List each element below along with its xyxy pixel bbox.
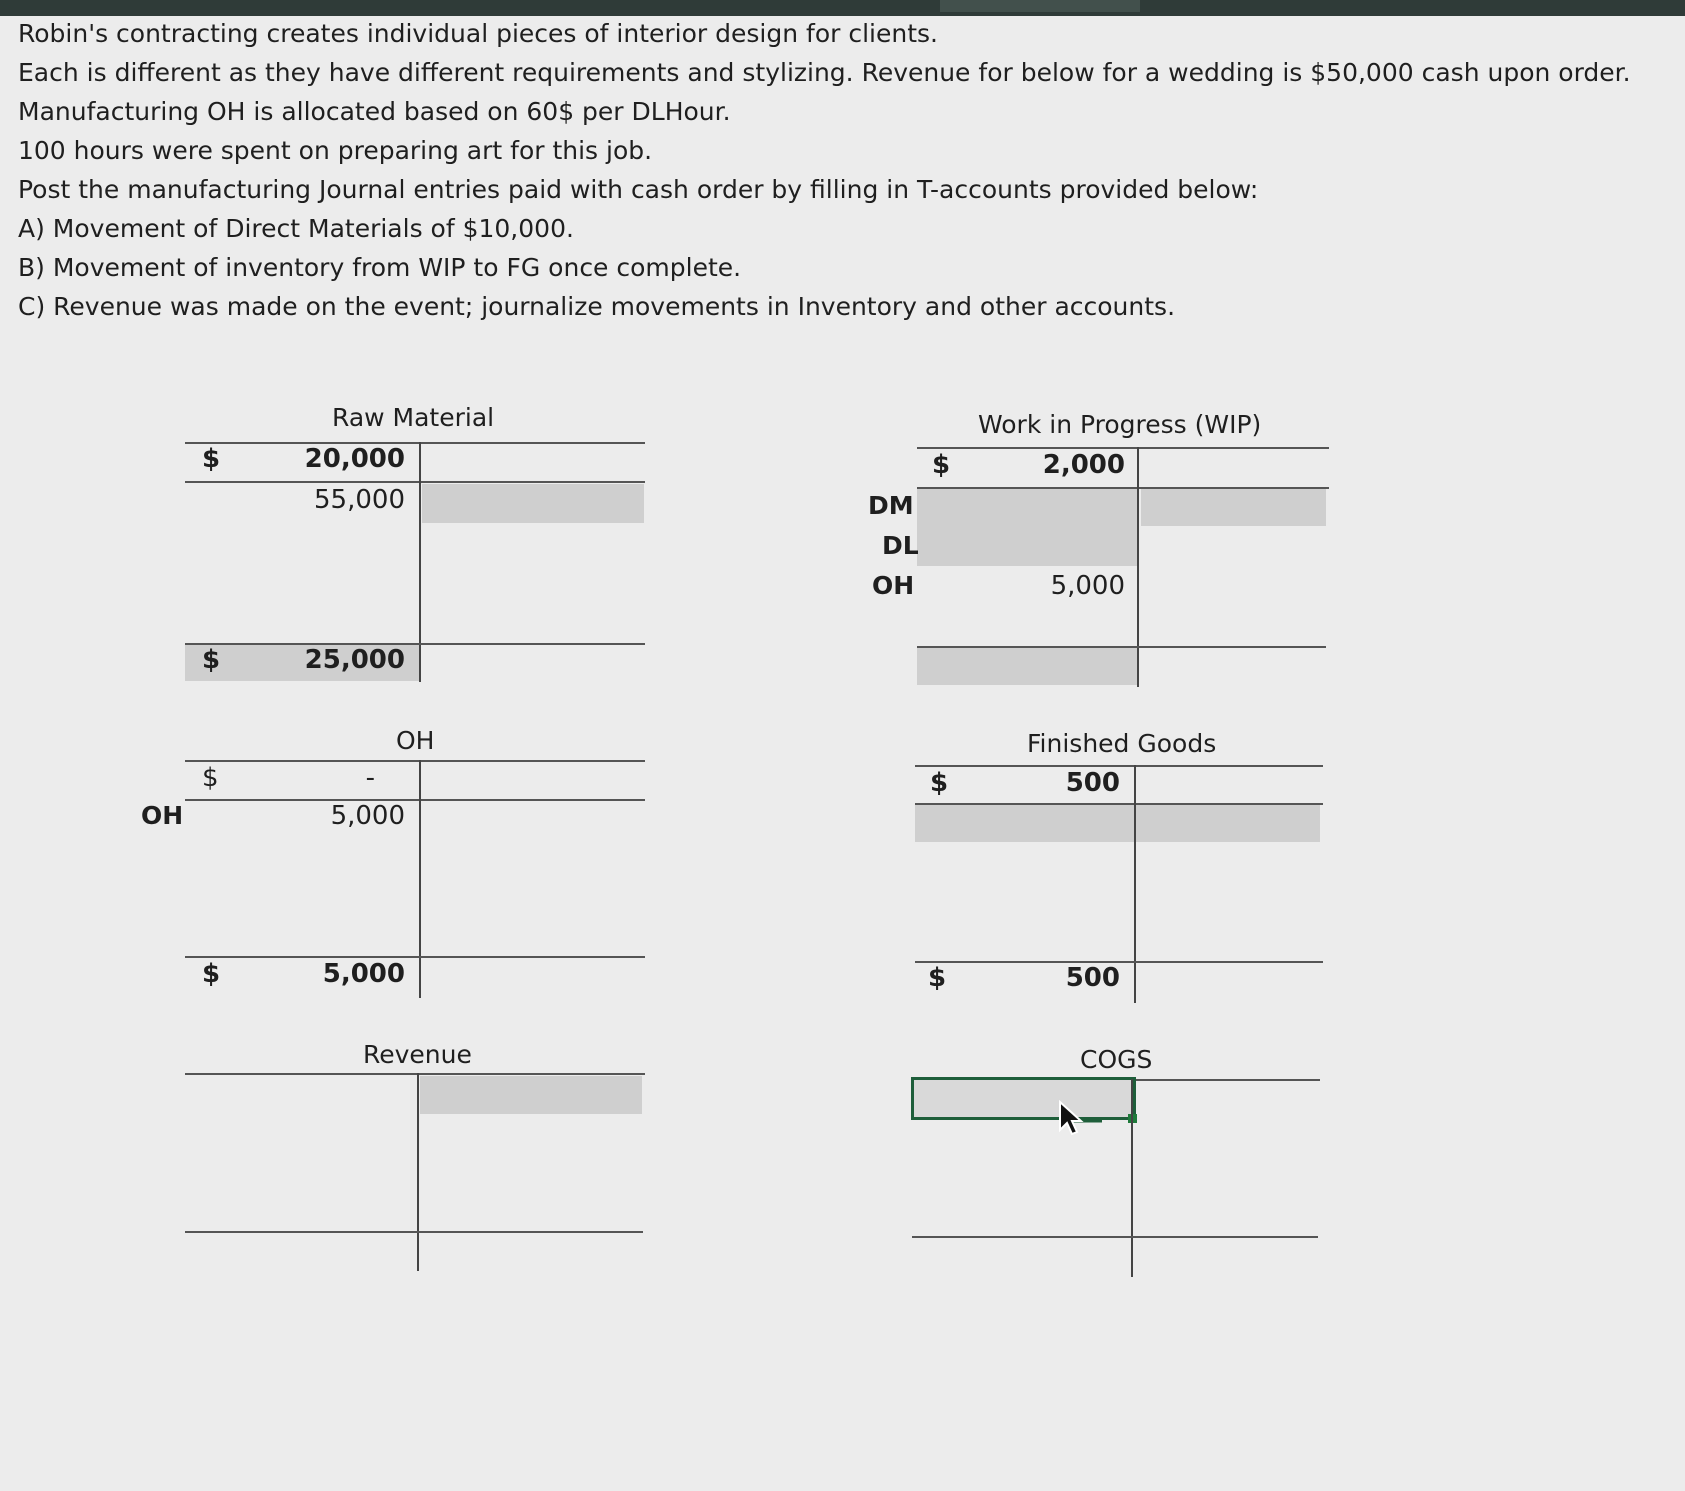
ending-rule: [185, 956, 645, 958]
raw-material-ending-cell[interactable]: 25,000: [304, 645, 405, 675]
top-rule: [915, 765, 1323, 767]
raw-material-beginning-cell[interactable]: 20,000: [304, 444, 405, 474]
fg-ending-cell[interactable]: 500: [1065, 963, 1120, 993]
ending-currency-symbol: $: [202, 645, 221, 675]
problem-line: Robin's contracting creates individual pieces of interior design for clients.: [18, 19, 938, 48]
wip-title: Work in Progress (WIP): [978, 410, 1262, 439]
raw-material-row2-cell[interactable]: 55,000: [314, 485, 405, 515]
problem-line: Manufacturing OH is allocated based on 60$ per DLHour.: [18, 97, 731, 126]
ending-currency-symbol: $: [928, 963, 947, 993]
problem-line: Each is different as they have different requirements and stylizing. Revenue for below for a wedding is $50,000 cash upon order.: [18, 58, 1631, 87]
cogs-title: COGS: [1080, 1045, 1153, 1074]
oh-row2-cell[interactable]: 5,000: [330, 801, 405, 831]
oh-title: OH: [396, 726, 435, 755]
problem-line: 100 hours were spent on preparing art for this job.: [18, 136, 653, 165]
raw-material-title: Raw Material: [332, 403, 495, 432]
t-divider: [1131, 1079, 1133, 1277]
oh-beginning-cell[interactable]: -: [365, 763, 375, 793]
problem-line: A) Movement of Direct Materials of $10,000.: [18, 214, 574, 243]
credit-input-cell[interactable]: [1141, 489, 1326, 526]
wip-beginning-cell[interactable]: 2,000: [1042, 450, 1125, 480]
ending-rule: [185, 1231, 643, 1233]
t-divider: [419, 442, 421, 682]
t-divider: [1137, 447, 1139, 687]
top-rule: [185, 1073, 645, 1075]
wip-ending-cell[interactable]: [917, 648, 1137, 685]
currency-symbol: $: [932, 450, 951, 480]
top-bar-segment: [940, 0, 1140, 12]
problem-line: B) Movement of inventory from WIP to FG once complete.: [18, 253, 742, 282]
problem-line: Post the manufacturing Journal entries paid with cash order by filling in T-accounts provided below:: [18, 175, 1259, 204]
ending-rule: [912, 1236, 1318, 1238]
mouse-pointer-icon: [1058, 1100, 1104, 1142]
top-rule: [185, 442, 645, 444]
fg-beginning-cell[interactable]: 500: [1065, 768, 1120, 798]
top-rule: [917, 447, 1329, 449]
problem-line: C) Revenue was made on the event; journalize movements in Inventory and other accounts.: [18, 292, 1176, 321]
top-rule: [185, 760, 645, 762]
wip-label-oh: OH: [872, 571, 915, 600]
ending-currency-symbol: $: [202, 959, 221, 989]
wip-label-dl: DL: [882, 531, 919, 560]
finished-goods-title: Finished Goods: [1027, 729, 1217, 758]
currency-symbol: $: [202, 444, 221, 474]
fg-input-row[interactable]: [915, 805, 1320, 842]
revenue-title: Revenue: [363, 1040, 472, 1069]
row-rule: [185, 799, 645, 801]
wip-label-dm: DM: [868, 491, 914, 520]
row-rule: [185, 481, 645, 483]
credit-input-cell[interactable]: [422, 484, 644, 523]
oh-ending-cell[interactable]: 5,000: [322, 959, 405, 989]
revenue-credit-cell[interactable]: [420, 1076, 642, 1114]
problem-statement: [18, 14, 1658, 326]
currency-symbol: $: [202, 763, 219, 793]
wip-oh-cell[interactable]: 5,000: [1050, 571, 1125, 601]
oh-side-label: OH: [141, 801, 184, 830]
t-divider: [419, 760, 421, 998]
currency-symbol: $: [930, 768, 949, 798]
t-divider: [1134, 765, 1136, 1003]
t-divider: [417, 1073, 419, 1271]
debit-input-cell[interactable]: [917, 489, 1137, 566]
